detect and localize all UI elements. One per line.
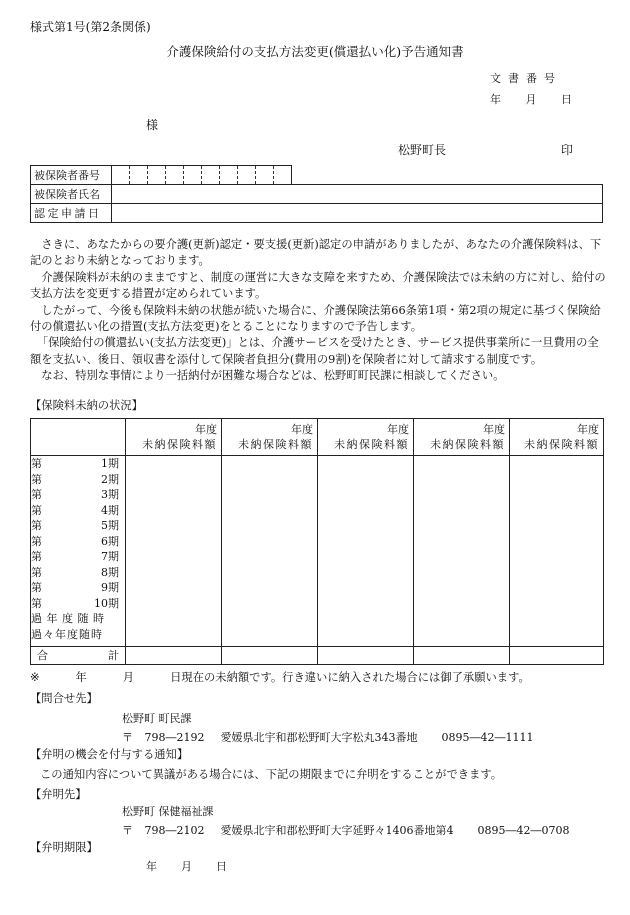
period-row: 第 8期 — [31, 565, 119, 579]
seal-mark: 印 — [561, 143, 574, 157]
body-paragraph: さきに、あなたからの要介護(更新)認定・要支援(更新)認定の申請がありましたが、あなたの介護保険料は、下記のとおり未納となっております。 — [30, 238, 602, 268]
arrears-year-column-header — [414, 419, 510, 456]
arrears-amount-cell[interactable] — [126, 456, 222, 647]
arrears-note — [30, 672, 530, 683]
note-year: 年 — [75, 671, 87, 684]
unpaid-amount-label: 未納保険料額 — [142, 438, 217, 451]
arrears-header-row — [31, 419, 604, 456]
note-mark: ※ — [30, 671, 40, 684]
issue-date-year: 年 — [490, 93, 501, 106]
deadline-date — [146, 861, 227, 872]
postal-mark: 〒 — [122, 731, 133, 744]
body-paragraph: なお、特別な事情により一括納付が困難な場合などは、松野町町民課に相談してください。 — [41, 369, 505, 383]
contact-address: 愛媛県北宇和郡松野町大字松丸343番地 — [220, 731, 418, 744]
note-text: 日現在の未納額です。行き違いに納入された場合には御了承願います。 — [170, 671, 530, 684]
insured-number-digit[interactable] — [274, 166, 292, 185]
period-row-past-past-year: 過々年度随時 — [31, 627, 103, 641]
document-title: 介護保険給付の支払方法変更(償還払い化)予告通知書 — [166, 44, 464, 59]
arrears-header-blank — [31, 419, 126, 456]
arrears-total-cell[interactable] — [126, 647, 222, 665]
insured-number-digit[interactable] — [148, 166, 166, 185]
certification-date-label: 認定申請日 — [31, 204, 112, 223]
document-number-label: 文書番号 — [490, 72, 562, 85]
fiscal-year-label: 年度 — [195, 423, 217, 436]
arrears-total-cell[interactable] — [414, 647, 510, 665]
appeal-office-name: 松野町 保健福祉課 — [122, 805, 214, 818]
arrears-total-cell[interactable] — [318, 647, 414, 665]
form-number: 様式第1号(第2条関係) — [30, 20, 151, 34]
insured-number-digit[interactable] — [112, 166, 130, 185]
fiscal-year-label: 年度 — [387, 423, 409, 436]
insured-number-digit[interactable] — [238, 166, 256, 185]
period-labels — [31, 456, 126, 647]
arrears-amount-cell[interactable] — [222, 456, 318, 647]
note-month: 月 — [122, 671, 135, 684]
period-row: 第 4期 — [31, 503, 119, 517]
deadline-month: 月 — [181, 860, 192, 873]
deadline-section-title: 【弁明期限】 — [30, 841, 98, 854]
appeal-section-text: この通知内容について異議がある場合には、下記の期限までに弁明をすることができます。 — [40, 768, 503, 781]
insured-number-digit[interactable] — [184, 166, 202, 185]
issue-date-month: 月 — [525, 93, 537, 106]
contact-office-name: 松野町 町民課 — [122, 712, 192, 725]
arrears-total-row — [31, 647, 604, 665]
insured-number-label: 被保険者番号 — [31, 166, 112, 185]
appeal-phone: 0895―42―0708 — [477, 824, 570, 837]
period-row: 第 1期 — [31, 457, 119, 470]
insured-number-digit[interactable] — [220, 166, 238, 185]
issue-date-day: 日 — [561, 93, 572, 106]
arrears-body-row — [31, 456, 604, 647]
arrears-section-title: 【保険料未納の状況】 — [30, 399, 143, 412]
insured-name-field[interactable] — [112, 185, 603, 204]
insured-number-digit[interactable] — [166, 166, 184, 185]
arrears-amount-cell[interactable] — [414, 456, 510, 647]
fiscal-year-label: 年度 — [291, 423, 313, 436]
deadline-year: 年 — [146, 860, 157, 873]
arrears-table — [30, 418, 604, 665]
period-row: 第 10期 — [31, 596, 119, 610]
unpaid-amount-label: 未納保険料額 — [430, 438, 505, 451]
contact-section-title: 【問合せ先】 — [30, 692, 98, 705]
period-row: 第 2期 — [31, 472, 119, 486]
arrears-amount-cell[interactable] — [510, 456, 604, 647]
body-paragraph: 介護保険料が未納のままですと、制度の運営に大きな支障を来すため、介護保険法では未納の方に対し、給付の支払方法を変更する措置が定められています。 — [30, 270, 606, 301]
appeal-destination-title: 【弁明先】 — [30, 788, 87, 801]
arrears-amount-cell[interactable] — [318, 456, 414, 647]
unpaid-amount-label: 未納保険料額 — [334, 438, 409, 451]
contact-address-line — [122, 732, 534, 743]
arrears-year-column-header — [318, 419, 414, 456]
insured-name-label: 被保険者氏名 — [31, 185, 112, 204]
unpaid-amount-label: 未納保険料額 — [524, 438, 599, 451]
period-row-past-year: 過年度随時 — [31, 612, 109, 625]
issue-date — [490, 94, 572, 105]
appeal-address: 愛媛県北宇和郡松野町大字延野々1406番地第4 — [220, 824, 454, 837]
arrears-year-column-header — [126, 419, 222, 456]
period-row: 第 3期 — [31, 488, 119, 501]
contact-phone: 0895―42―1111 — [441, 731, 534, 744]
arrears-total-cell[interactable] — [510, 647, 604, 665]
unpaid-amount-label: 未納保険料額 — [238, 438, 313, 451]
period-row: 第 6期 — [31, 534, 119, 548]
insured-number-row — [31, 166, 603, 185]
certification-date-row — [31, 204, 603, 223]
period-row: 第 7期 — [31, 550, 119, 563]
period-row: 第 5期 — [31, 519, 119, 532]
insured-number-digit[interactable] — [202, 166, 220, 185]
arrears-year-column-header — [510, 419, 604, 456]
insured-number-digit[interactable] — [256, 166, 274, 185]
body-paragraph: したがって、今後も保険料未納の状態が続いた場合に、介護保険法第66条第1項・第2項の規定に基づく保険給付の償還払い化の措置(支払方法変更)をとることになりますので予告します。 — [30, 303, 601, 334]
certification-date-field[interactable] — [112, 204, 603, 223]
arrears-year-column-header — [222, 419, 318, 456]
deadline-day: 日 — [216, 860, 227, 873]
issuer-name: 松野町長 — [398, 143, 447, 157]
notice-body — [30, 237, 606, 385]
fiscal-year-label: 年度 — [483, 423, 505, 436]
fiscal-year-label: 年度 — [577, 423, 599, 436]
insured-info-table — [30, 165, 603, 223]
addressee-suffix: 様 — [146, 118, 159, 132]
postal-code: 798―2102 — [144, 824, 205, 837]
insured-number-digit[interactable] — [130, 166, 148, 185]
appeal-section-title: 【弁明の機会を付与する通知】 — [30, 748, 189, 761]
body-paragraph: 「保険給付の償還払い(支払方法変更)」とは、介護サービスを受けたとき、サービス提供事業所に一旦費用の全額を支払い、後日、領収書を添付して保険者負担分(費用の9割)を保険者に対して請求する制度です。 — [30, 336, 599, 366]
postal-mark: 〒 — [122, 824, 133, 837]
insured-name-row — [31, 185, 603, 204]
appeal-address-line — [122, 825, 570, 836]
period-row: 第 9期 — [31, 581, 119, 594]
arrears-total-cell[interactable] — [222, 647, 318, 665]
total-label: 合 計 — [31, 647, 126, 665]
postal-code: 798―2192 — [144, 731, 205, 744]
